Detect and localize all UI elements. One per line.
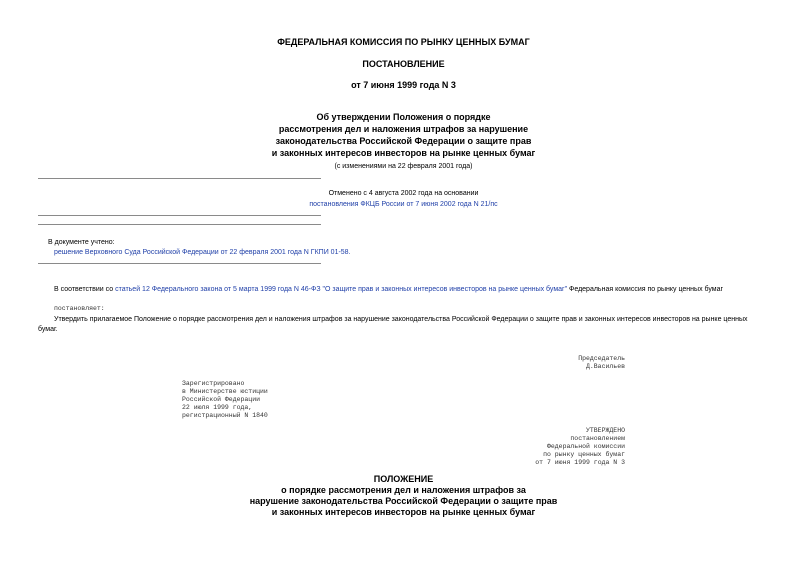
- document-title-line: законодательства Российской Федерации о защите прав: [275, 136, 532, 146]
- document-date-number: от 7 июня 1999 года N 3: [351, 80, 456, 90]
- regulation-heading: ПОЛОЖЕНИЕ: [373, 474, 434, 484]
- approved-label: УТВЕРЖДЕНО: [585, 427, 625, 434]
- approval-text-continuation: бумаг.: [38, 326, 58, 333]
- signature-name: Д.Васильев: [585, 363, 625, 370]
- regulation-title-line: и законных интересов инвесторов на рынке ценных бумаг: [271, 507, 536, 517]
- preamble-paragraph: [54, 286, 723, 293]
- document-title-line: Об утверждении Положения о порядке: [316, 112, 491, 122]
- approved-details: постановлением Федеральной комиссии по рынку ценных бумаг от 7 июня 1999 года N 3: [535, 435, 625, 466]
- divider: [38, 215, 321, 216]
- document-title-line: рассмотрения дел и наложения штрафов за нарушение: [278, 124, 529, 134]
- preamble-prefix: В соответствии со: [54, 286, 116, 293]
- decrees-word: постановляет:: [54, 305, 105, 312]
- regulation-title: [0, 485, 807, 518]
- federal-law-link[interactable]: статьей 12 Федерального закона от 5 марта 1999 года N 46-ФЗ "О защите прав и законных интересов инвесторов на рынке ценных бумаг": [115, 286, 568, 293]
- registration-note: Зарегистрировано в Министерстве юстиции Российской Федерации 22 июля 1999 года, регистрационный N 1840: [182, 380, 268, 419]
- document-title: [0, 111, 807, 159]
- revocation-link[interactable]: постановления ФКЦБ России от 7 июня 2002 года N 21/пс: [309, 201, 498, 208]
- considered-label: В документе учтено:: [48, 239, 115, 246]
- preamble-suffix: Федеральная комиссия по рынку ценных бумаг: [567, 286, 724, 293]
- document-title-line: и законных интересов инвесторов на рынке ценных бумаг: [271, 148, 536, 158]
- document-type: ПОСТАНОВЛЕНИЕ: [362, 59, 445, 69]
- revocation-note: Отменено с 4 августа 2002 года на основании: [328, 190, 479, 197]
- regulation-title-line: о порядке рассмотрения дел и наложения штрафов за: [281, 485, 526, 495]
- supreme-court-decision-link[interactable]: решение Верховного Суда Российской Федерации от 22 февраля 2001 года N ГКПИ 01-58.: [54, 249, 351, 256]
- divider: [38, 224, 321, 225]
- regulation-title-line: нарушение законодательства Российской Федерации о защите прав: [249, 496, 558, 506]
- approval-text: Утвердить прилагаемое Положение о порядке рассмотрения дел и наложения штрафов за нарушение законодательства Российской Федерации о защите прав и законных интересов инвесторов на рынке ценных: [54, 316, 748, 323]
- divider: [38, 263, 321, 264]
- agency-title: ФЕДЕРАЛЬНАЯ КОМИССИЯ ПО РЫНКУ ЦЕННЫХ БУМАГ: [277, 37, 530, 47]
- signature-position: Председатель: [578, 355, 625, 362]
- amendments-note: (с изменениями на 22 февраля 2001 года): [334, 163, 473, 170]
- divider: [38, 178, 321, 179]
